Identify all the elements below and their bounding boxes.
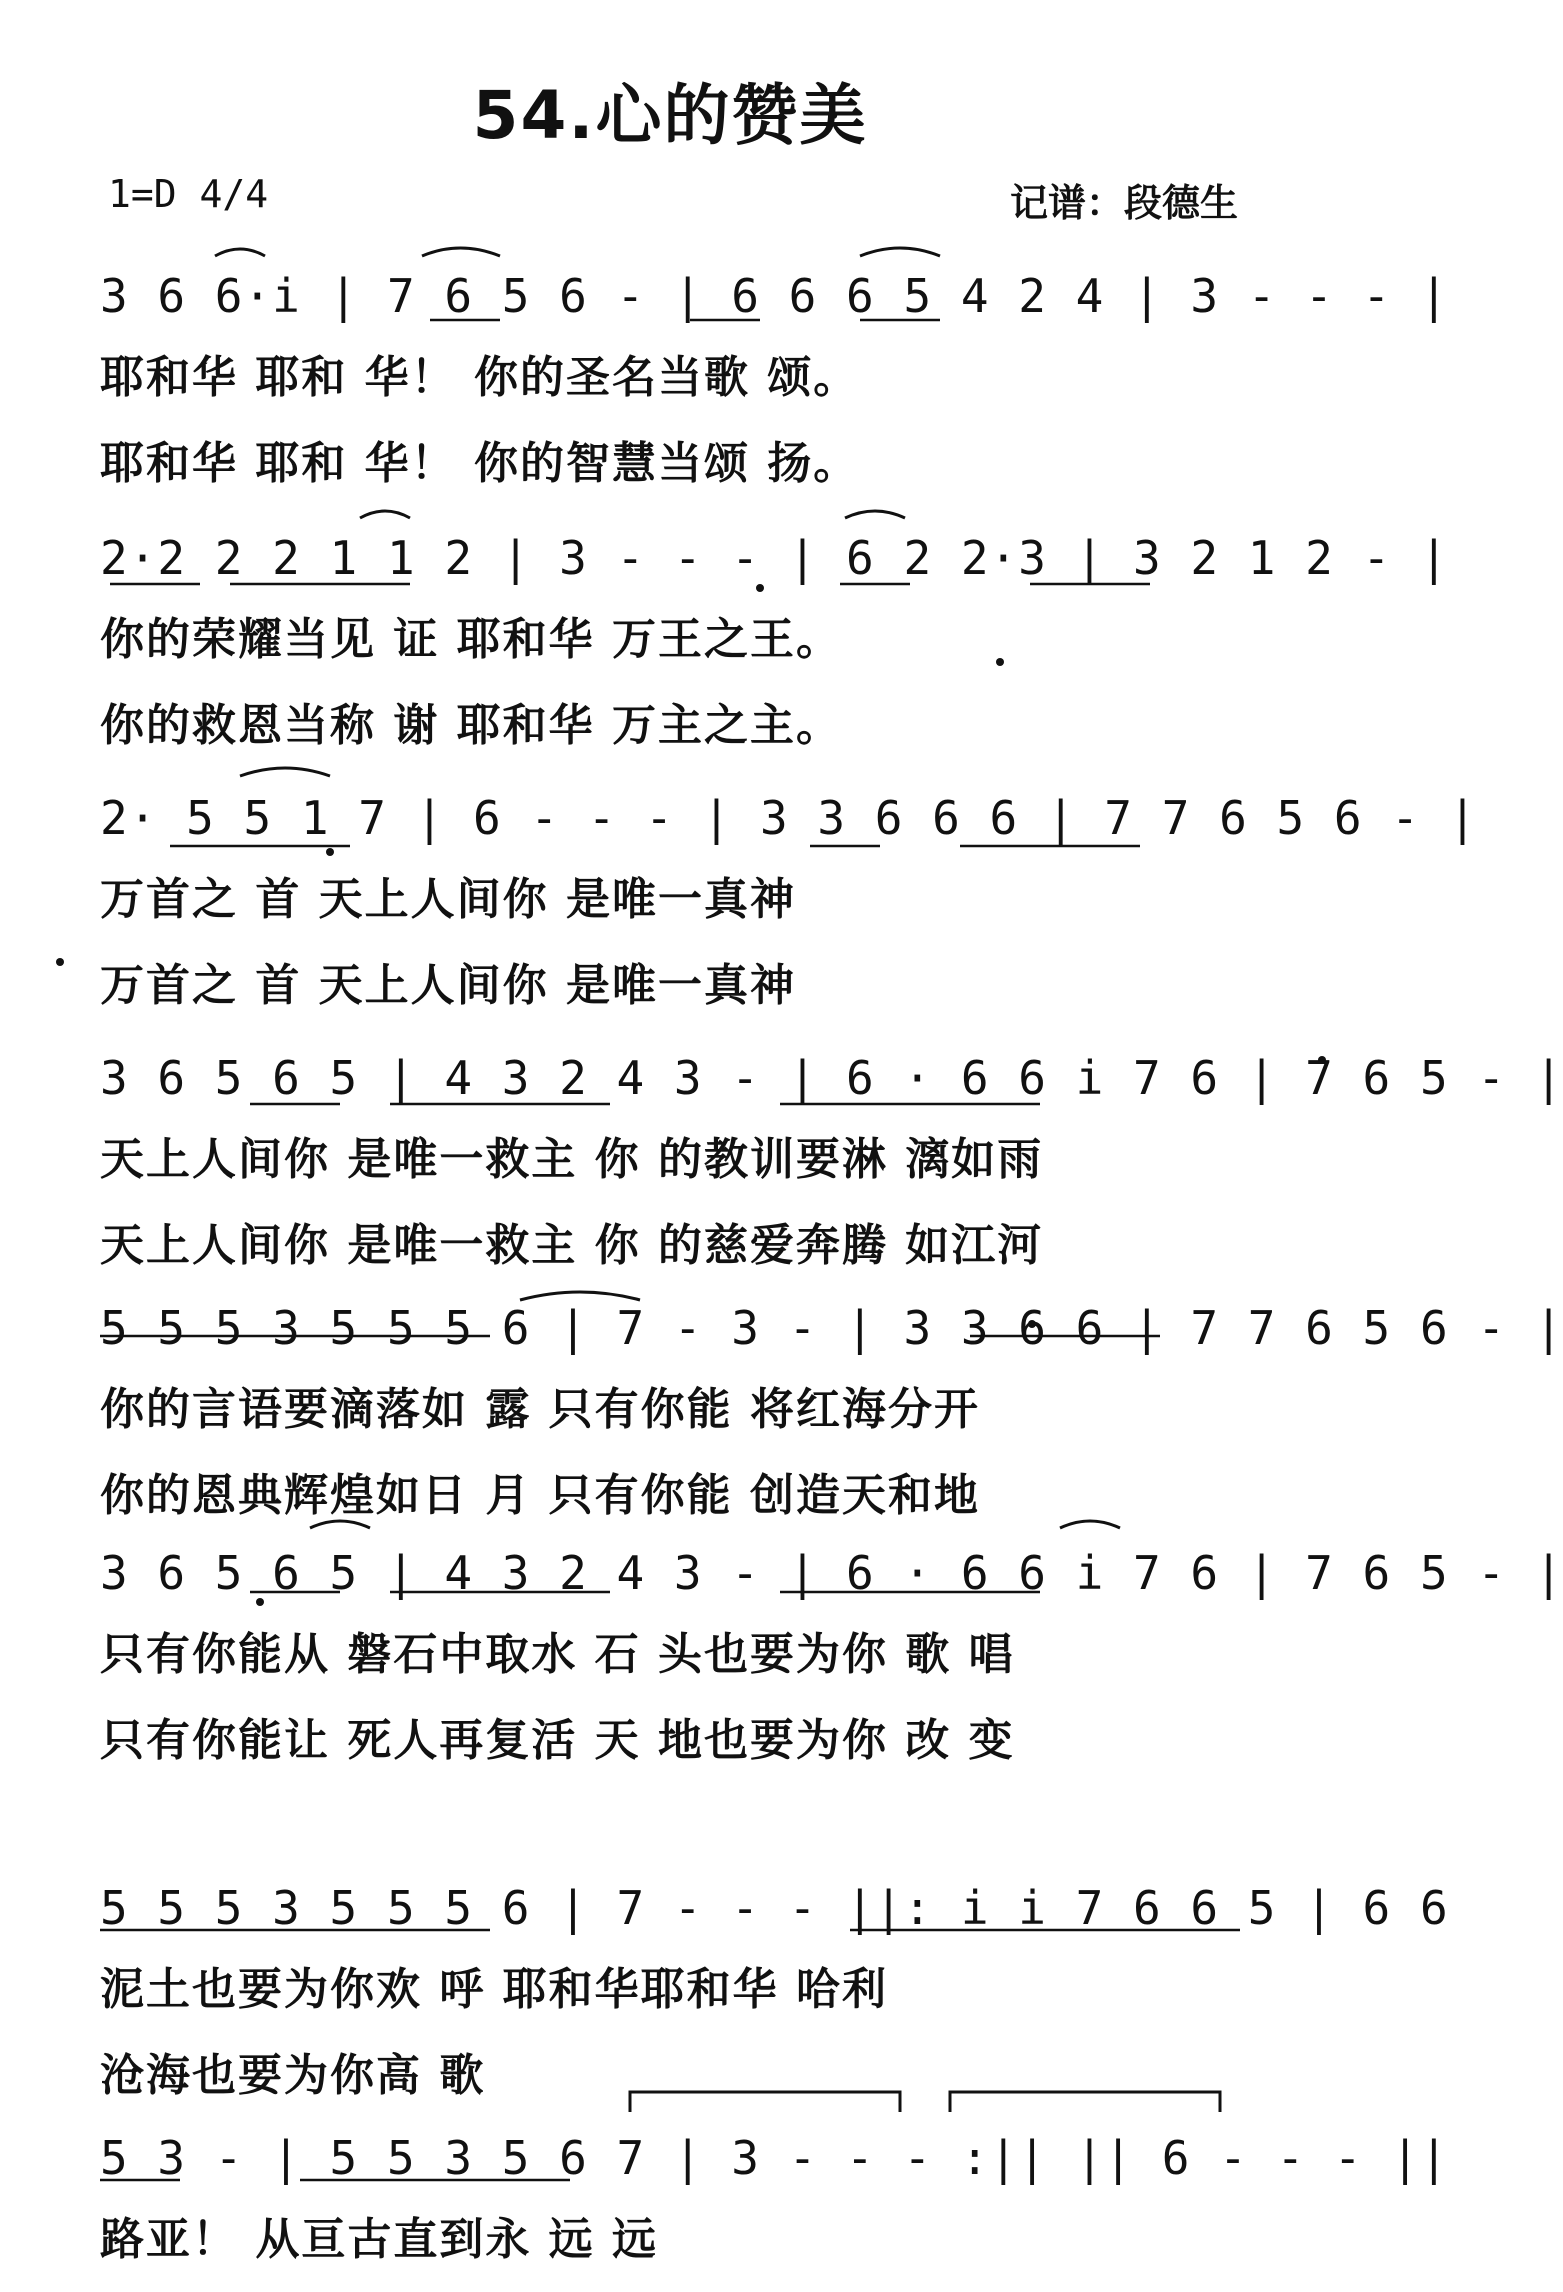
lyric-line: 你的救恩当称 谢 耶和华 万主之主。 (100, 700, 842, 751)
lyric-line: 沧海也要为你高 歌 (100, 2050, 486, 2101)
lyric-line: 天上人间你 是唯一救主 你 的教训要淋 漓如雨 (100, 1134, 1044, 1185)
notation-line: 2· 5 5 1 7 | 6 - - - | 3 3 6 6 6 | 7 7 6 5 6 - | (100, 791, 1478, 845)
notation-line: 2·2 2 2 1 1 2 | 3 - - - | 6 2 2·3 | 3 2 1 2 - | (100, 531, 1449, 585)
song-title: 54.心的赞美 (472, 77, 868, 154)
lyric-line: 万首之 首 天上人间你 是唯一真神 (100, 960, 796, 1011)
key-signature: 1=D 4/4 (108, 172, 269, 216)
lyric-line: 只有你能从 磐石中取水 石 头也要为你 歌 唱 (100, 1629, 1015, 1680)
lyric-line: 耶和华 耶和 华！ 你的圣名当歌 颂。 (100, 352, 860, 403)
lyric-line: 路亚！ 从亘古直到永 远 远 (100, 2214, 658, 2265)
lyric-line: 耶和华 耶和 华！ 你的智慧当颂 扬。 (100, 438, 860, 489)
lyric-line: 你的言语要滴落如 露 只有你能 将红海分开 (100, 1384, 980, 1435)
lyric-line: 你的恩典辉煌如日 月 只有你能 创造天和地 (100, 1470, 980, 1521)
lyric-line: 万首之 首 天上人间你 是唯一真神 (100, 874, 796, 925)
notation-line: 3 6 5 6 5 | 4 3 2 4 3 - | 6 · 6 6 i 7 6 | 7 6 5 - | (100, 1051, 1563, 1105)
lyric-line: 只有你能让 死人再复活 天 地也要为你 改 变 (100, 1715, 1015, 1766)
lyric-line: 泥土也要为你欢 呼 耶和华耶和华 哈利 (100, 1964, 888, 2015)
transcriber-credit: 记谱：段德生 (1010, 181, 1239, 225)
lyric-line: 天上人间你 是唯一救主 你 的慈爱奔腾 如江河 (100, 1220, 1044, 1271)
lyric-line: 你的荣耀当见 证 耶和华 万王之王。 (100, 614, 842, 665)
notation-line: 3 6 5 6 5 | 4 3 2 4 3 - | 6 · 6 6 i 7 6 | 7 6 5 - | (100, 1546, 1563, 1600)
notation-line: 5 3 - | 5 5 3 5 6 7 | 3 - - - :|| || 6 - - - || (100, 2131, 1449, 2185)
notation-line: 5 5 5 3 5 5 5 6 | 7 - - - ||: i i 7 6 6 5 | 6 6 (100, 1881, 1449, 1935)
notation-line: 3 6 6·i | 7 6 5 6 - | 6 6 6 5 4 2 4 | 3 - - - | (100, 269, 1449, 323)
notation-line: 5 5 5 3 5 5 5 6 | 7 - 3 - | 3 3 6 6 | 7 7 6 5 6 - | (100, 1301, 1563, 1355)
